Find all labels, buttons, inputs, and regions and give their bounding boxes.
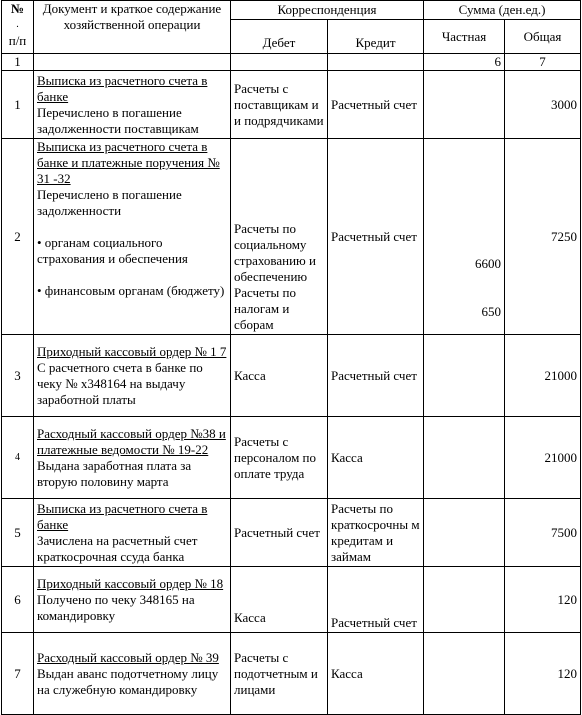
credit-cell: Расчетный счет	[328, 139, 424, 335]
colnum-7: 7	[505, 54, 581, 71]
table-row	[2, 71, 581, 139]
operation-description: Перечислено в погашение задолженности	[37, 187, 182, 218]
journal-table	[1, 0, 581, 715]
operation-description: С расчетного счета в банке по чеку № х348164 на выдачу заработной платы	[37, 359, 203, 407]
operation-description: Выдана заработная плата за вторую половину марта	[37, 457, 192, 489]
bullet-budget: • финансовым органам (бюджету)	[37, 283, 225, 298]
debit-cell: Расчеты с подотчетным и лицами	[231, 633, 328, 715]
row-number: 2	[2, 139, 34, 335]
bullet-social-insurance: • органам социального страхования и обеспечения	[37, 235, 188, 266]
debit-cell	[231, 139, 328, 335]
document-title: Приходный кассовый ордер № 1 7	[37, 343, 227, 359]
header-correspondence: Корреспонденция	[231, 1, 424, 20]
document-cell	[34, 567, 231, 633]
header-num: № . п/п	[2, 1, 34, 54]
table-row	[2, 633, 581, 715]
row-number: 7	[2, 633, 34, 715]
row-number: 4	[2, 417, 34, 499]
header-row-1	[2, 1, 581, 20]
credit-cell: Касса	[328, 633, 424, 715]
debit-cell: Расчеты с персоналом по оплате труда	[231, 417, 328, 499]
header-document: Документ и краткое содержание хозяйственной операции	[34, 1, 231, 54]
document-title: Приходный кассовый ордер № 18	[37, 575, 224, 591]
partial-sum-cell	[424, 139, 505, 335]
debit-cell: Расчеты с поставщикам и и подрядчиками	[231, 71, 328, 139]
table-row	[2, 567, 581, 633]
header-total: Общая	[505, 20, 581, 54]
table-row	[2, 139, 581, 335]
table-row	[2, 335, 581, 417]
debit-cell: Касса	[231, 335, 328, 417]
operation-description: Перечислено в погашение задолженности поставщикам	[37, 104, 199, 136]
header-partial: Частная	[424, 20, 505, 54]
partial-sum-cell	[424, 417, 505, 499]
document-cell	[34, 417, 231, 499]
table-row	[2, 499, 581, 567]
debit-cell: Расчетный счет	[231, 499, 328, 567]
header-debit: Дебет	[231, 20, 328, 54]
total-sum-cell: 7500	[505, 499, 581, 567]
row-number: 1	[2, 71, 34, 139]
debit-taxes: Расчеты по налогам и сборам	[234, 285, 296, 332]
column-number-row	[2, 54, 581, 71]
total-sum-cell: 21000	[505, 335, 581, 417]
document-cell	[34, 71, 231, 139]
row-number: 3	[2, 335, 34, 417]
partial-sum-cell	[424, 71, 505, 139]
credit-cell: Расчетный счет	[328, 71, 424, 139]
table-row	[2, 417, 581, 499]
row-number: 5	[2, 499, 34, 567]
total-sum-cell: 7250	[505, 139, 581, 335]
credit-cell: Расчеты по краткосрочны м кредитам и займам	[328, 499, 424, 567]
document-title: Расходный кассовый ордер №38 и платежные ведомости № 19-22	[37, 425, 226, 457]
total-sum-cell: 3000	[505, 71, 581, 139]
colnum-6: 6	[424, 54, 505, 71]
document-title: Выписка из расчетного счета в банке	[37, 72, 208, 104]
document-cell	[34, 499, 231, 567]
header-sum: Сумма (ден.ед.)	[424, 1, 581, 20]
document-cell	[34, 335, 231, 417]
credit-cell: Расчетный счет	[328, 335, 424, 417]
partial-sum-cell	[424, 335, 505, 417]
partial-sum-cell	[424, 567, 505, 633]
operation-description: Зачислена на расчетный счет краткосрочная ссуда банка	[37, 532, 198, 564]
document-title: Расходный кассовый ордер № 39	[37, 649, 219, 665]
partial-sum-cell	[424, 633, 505, 715]
header-credit: Кредит	[328, 20, 424, 54]
document-cell	[34, 633, 231, 715]
credit-cell: Расчетный счет	[328, 567, 424, 633]
operation-description: Получено по чеку 348165 на командировку	[37, 591, 195, 623]
total-sum-cell: 120	[505, 567, 581, 633]
credit-cell: Касса	[328, 417, 424, 499]
document-title: Выписка из расчетного счета в банке	[37, 500, 208, 532]
document-cell	[34, 139, 231, 335]
row-number: 6	[2, 567, 34, 633]
colnum-1: 1	[2, 54, 34, 71]
partial-sum-2: 650	[481, 304, 502, 319]
partial-sum-cell	[424, 499, 505, 567]
total-sum-cell: 120	[505, 633, 581, 715]
total-sum-cell: 21000	[505, 417, 581, 499]
partial-sum-1: 6600	[475, 256, 502, 271]
operation-description: Выдан аванс подотчетному лицу на служебную командировку	[37, 665, 219, 697]
debit-cell: Касса	[231, 567, 328, 633]
document-title: Выписка из расчетного счета в банке и платежные поручения № 31 -32	[37, 139, 220, 186]
debit-social-insurance: Расчеты по социальному страхованию и обеспечению	[234, 221, 316, 284]
